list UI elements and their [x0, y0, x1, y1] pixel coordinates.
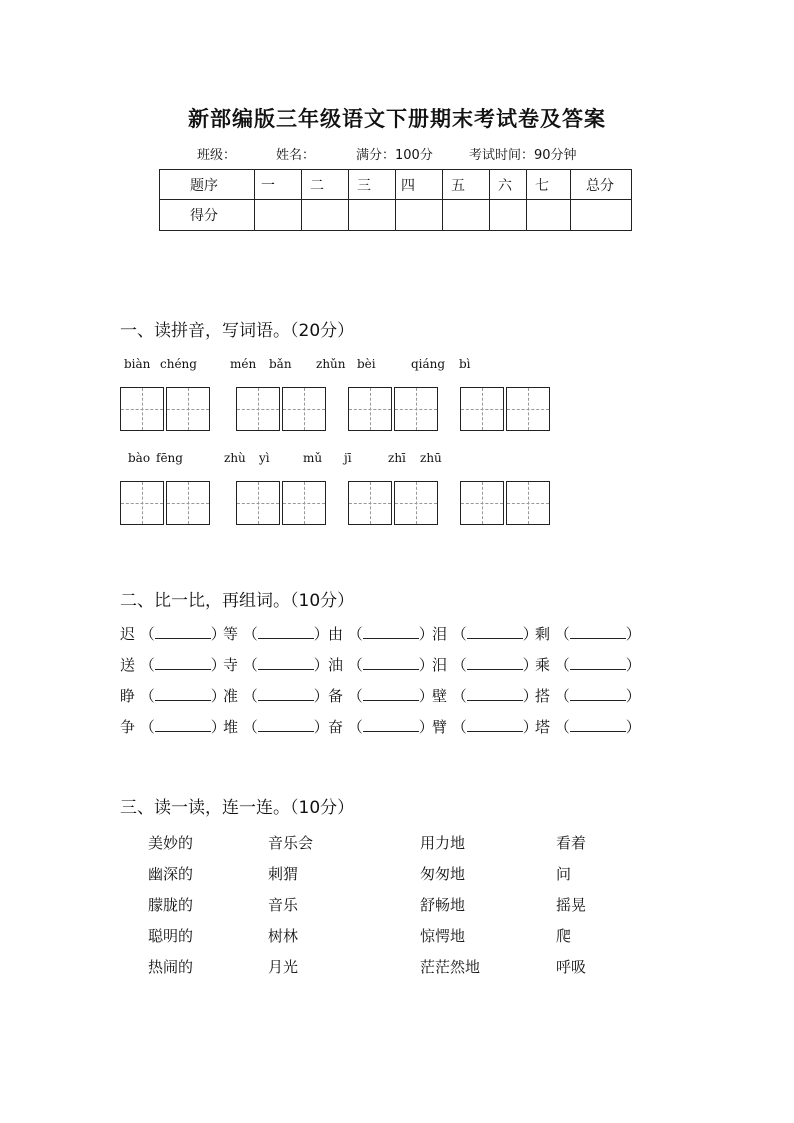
answer-blank[interactable]	[258, 655, 314, 670]
word-group-item: 堆 （ ）	[223, 718, 329, 736]
pinyin: zhū	[420, 451, 442, 465]
answer-blank[interactable]	[258, 717, 314, 732]
writing-grid-box[interactable]	[348, 481, 392, 525]
name-label: 姓名：	[276, 148, 316, 163]
header-cell: 一	[255, 170, 302, 200]
match-word-col3[interactable]: 舒畅地	[420, 896, 466, 914]
base-character: 准	[223, 687, 239, 705]
word-group-item: 争 （ ）	[120, 718, 226, 736]
word-group-item: 送 （ ）	[120, 656, 226, 674]
word-group-item: 寺 （ ）	[223, 656, 329, 674]
writing-grid-box[interactable]	[394, 387, 438, 431]
answer-blank[interactable]	[570, 624, 626, 639]
pinyin: chéng	[160, 357, 197, 371]
score-cell[interactable]	[571, 200, 632, 231]
header-cell: 题序	[160, 170, 255, 200]
header-cell: 三	[349, 170, 396, 200]
writing-grid-box[interactable]	[348, 387, 392, 431]
match-word-col4[interactable]: 看着	[556, 834, 587, 852]
score-cell[interactable]	[302, 200, 349, 231]
word-group-item: 泪 （ ）	[432, 625, 538, 643]
pinyin: zhù	[224, 451, 246, 465]
score-cell[interactable]	[527, 200, 571, 231]
answer-blank[interactable]	[467, 686, 523, 701]
header-cell: 四	[396, 170, 443, 200]
base-character: 搭	[535, 687, 551, 705]
writing-grid-box[interactable]	[506, 481, 550, 525]
answer-blank[interactable]	[570, 717, 626, 732]
answer-blank[interactable]	[363, 624, 419, 639]
base-character: 剩	[535, 625, 551, 643]
word-group-item: 睁 （ ）	[120, 687, 226, 705]
match-word-col2[interactable]: 月光	[268, 958, 299, 976]
header-cell: 六	[490, 170, 527, 200]
section1-heading: 一、读拼音，写词语。（20分）	[120, 321, 355, 341]
pinyin: biàn	[124, 357, 151, 371]
base-character: 迟	[120, 625, 136, 643]
word-group-item: 乘 （ ）	[535, 656, 641, 674]
pinyin: bǎn	[269, 357, 292, 371]
pinyin: bèi	[357, 357, 376, 371]
word-group-item: 搭 （ ）	[535, 687, 641, 705]
match-word-col3[interactable]: 茫茫然地	[420, 958, 481, 976]
match-word-col4[interactable]: 呼吸	[556, 958, 587, 976]
pinyin: bì	[459, 357, 471, 371]
base-character: 汨	[432, 656, 448, 674]
match-word-col2[interactable]: 音乐	[268, 896, 299, 914]
base-character: 臂	[432, 718, 448, 736]
answer-blank[interactable]	[258, 686, 314, 701]
base-character: 由	[328, 625, 344, 643]
writing-grid-box[interactable]	[120, 481, 164, 525]
match-word-col1[interactable]: 美妙的	[148, 834, 194, 852]
score-cell[interactable]	[349, 200, 396, 231]
pinyin: fēng	[156, 451, 183, 465]
word-group-item: 剩 （ ）	[535, 625, 641, 643]
score-row-label: 得分	[160, 200, 255, 231]
answer-blank[interactable]	[363, 717, 419, 732]
match-word-col1[interactable]: 朦胧的	[148, 896, 194, 914]
match-word-col3[interactable]: 匆匆地	[420, 865, 466, 883]
full-score: 满分：100分	[356, 148, 433, 163]
word-group-item: 奋 （ ）	[328, 718, 434, 736]
answer-blank[interactable]	[467, 655, 523, 670]
base-character: 送	[120, 656, 136, 674]
answer-blank[interactable]	[155, 686, 211, 701]
match-word-col2[interactable]: 刺猬	[268, 865, 299, 883]
answer-blank[interactable]	[363, 686, 419, 701]
answer-blank[interactable]	[570, 655, 626, 670]
match-word-col4[interactable]: 问	[556, 865, 572, 883]
score-table-header-row	[160, 170, 632, 200]
score-cell[interactable]	[490, 200, 527, 231]
answer-blank[interactable]	[155, 655, 211, 670]
answer-blank[interactable]	[155, 624, 211, 639]
match-word-col3[interactable]: 用力地	[420, 834, 466, 852]
section3-heading: 三、读一读，连一连。（10分）	[120, 798, 355, 818]
score-table-score-row	[160, 200, 632, 231]
word-group-item: 备 （ ）	[328, 687, 434, 705]
match-word-col2[interactable]: 音乐会	[268, 834, 314, 852]
match-word-col1[interactable]: 热闹的	[148, 958, 194, 976]
word-group-item: 壁 （ ）	[432, 687, 538, 705]
word-group-item: 由 （ ）	[328, 625, 434, 643]
base-character: 壁	[432, 687, 448, 705]
base-character: 睁	[120, 687, 136, 705]
writing-grid-box[interactable]	[120, 387, 164, 431]
word-group-item: 油 （ ）	[328, 656, 434, 674]
score-table	[159, 169, 632, 231]
base-character: 堆	[223, 718, 239, 736]
header-cell: 七	[527, 170, 571, 200]
header-cell: 五	[443, 170, 490, 200]
answer-blank[interactable]	[155, 717, 211, 732]
writing-grid-box[interactable]	[460, 481, 504, 525]
answer-blank[interactable]	[467, 717, 523, 732]
match-word-col4[interactable]: 摇晃	[556, 896, 587, 914]
match-word-col2[interactable]: 树林	[268, 927, 299, 945]
base-character: 油	[328, 656, 344, 674]
writing-grid-box[interactable]	[282, 481, 326, 525]
answer-blank[interactable]	[467, 624, 523, 639]
word-group-item: 准 （ ）	[223, 687, 329, 705]
page-title: 新部编版三年级语文下册期末考试卷及答案	[188, 106, 606, 131]
base-character: 乘	[535, 656, 551, 674]
writing-grid-box[interactable]	[236, 387, 280, 431]
pinyin: qiáng	[411, 357, 446, 371]
answer-blank[interactable]	[363, 655, 419, 670]
writing-grid-box[interactable]	[282, 387, 326, 431]
pinyin: yì	[259, 451, 270, 465]
writing-grid-box[interactable]	[236, 481, 280, 525]
writing-grid-box[interactable]	[460, 387, 504, 431]
word-group-item: 塔 （ ）	[535, 718, 641, 736]
base-character: 寺	[223, 656, 239, 674]
match-word-col4[interactable]: 爬	[556, 927, 572, 945]
base-character: 塔	[535, 718, 551, 736]
writing-grid-box[interactable]	[394, 481, 438, 525]
base-character: 泪	[432, 625, 448, 643]
base-character: 奋	[328, 718, 344, 736]
pinyin: mén	[230, 357, 257, 371]
writing-grid-box[interactable]	[166, 387, 210, 431]
word-group-item: 迟 （ ）	[120, 625, 226, 643]
base-character: 备	[328, 687, 344, 705]
header-cell: 二	[302, 170, 349, 200]
pinyin: zhī	[388, 451, 406, 465]
word-group-item: 等 （ ）	[223, 625, 329, 643]
header-cell: 总分	[571, 170, 632, 200]
match-word-col1[interactable]: 幽深的	[148, 865, 194, 883]
score-cell[interactable]	[255, 200, 302, 231]
answer-blank[interactable]	[570, 686, 626, 701]
base-character: 等	[223, 625, 239, 643]
score-cell[interactable]	[396, 200, 443, 231]
word-group-item: 汨 （ ）	[432, 656, 538, 674]
writing-grid-box[interactable]	[506, 387, 550, 431]
base-character: 争	[120, 718, 136, 736]
section2-heading: 二、比一比，再组词。（10分）	[120, 591, 355, 611]
pinyin: mǔ	[303, 451, 323, 465]
pinyin: bào	[128, 451, 151, 465]
word-group-item: 臂 （ ）	[432, 718, 538, 736]
writing-grid-box[interactable]	[166, 481, 210, 525]
score-cell[interactable]	[443, 200, 490, 231]
exam-time: 考试时间：90分钟	[469, 148, 577, 163]
class-label: 班级：	[197, 148, 237, 163]
match-word-col1[interactable]: 聪明的	[148, 927, 194, 945]
answer-blank[interactable]	[258, 624, 314, 639]
match-word-col3[interactable]: 惊愕地	[420, 927, 466, 945]
pinyin: jī	[344, 451, 352, 465]
pinyin: zhǔn	[316, 357, 346, 371]
